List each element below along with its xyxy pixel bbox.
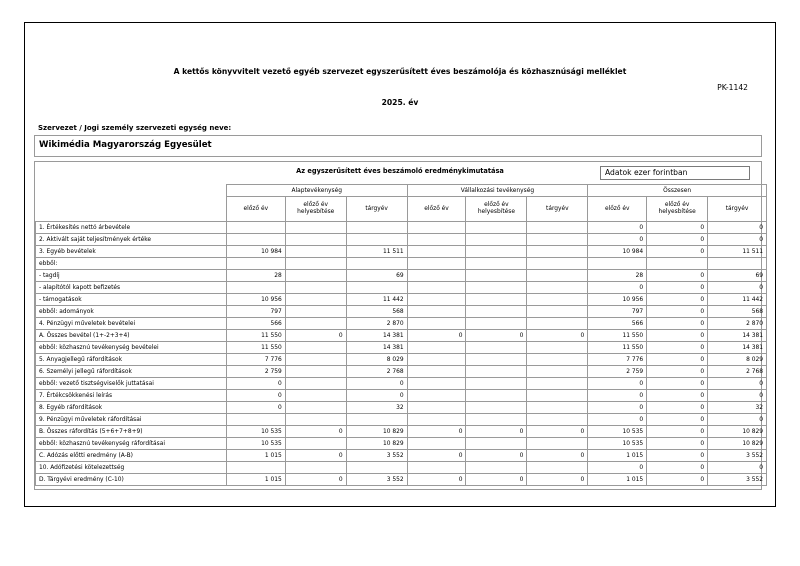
value-cell: 2 759 [226, 366, 285, 378]
form-code: PK-1142 [717, 83, 748, 92]
value-cell: 1 015 [588, 474, 647, 486]
value-cell [407, 222, 466, 234]
value-cell: 10 956 [588, 294, 647, 306]
value-cell: 10 984 [588, 246, 647, 258]
header-spacer [36, 185, 227, 197]
row-label: ebből: [36, 258, 227, 270]
value-cell [285, 270, 346, 282]
value-cell [466, 414, 527, 426]
value-cell: 10 535 [226, 438, 285, 450]
value-cell: 0 [226, 390, 285, 402]
unit-field: Adatok ezer forintban [600, 166, 750, 180]
value-cell [466, 402, 527, 414]
value-cell [466, 366, 527, 378]
value-cell: 0 [588, 282, 647, 294]
value-cell [527, 402, 588, 414]
value-cell [407, 294, 466, 306]
sub-header-row [36, 197, 767, 222]
table-row [36, 318, 767, 330]
value-cell: 0 [466, 426, 527, 438]
value-cell: 1 015 [226, 474, 285, 486]
value-cell [527, 258, 588, 270]
value-cell: 10 535 [226, 426, 285, 438]
value-cell [466, 390, 527, 402]
value-cell [346, 258, 407, 270]
value-cell: 0 [588, 378, 647, 390]
value-cell [466, 282, 527, 294]
value-cell: 797 [588, 306, 647, 318]
income-statement [34, 161, 762, 490]
value-cell [407, 306, 466, 318]
value-cell [407, 342, 466, 354]
value-cell: 0 [647, 318, 708, 330]
table-row [36, 462, 767, 474]
value-cell: 0 [588, 402, 647, 414]
row-label: 3. Egyéb bevételek [36, 246, 227, 258]
value-cell [466, 354, 527, 366]
value-cell [466, 258, 527, 270]
value-cell [285, 258, 346, 270]
value-cell: 7 776 [226, 354, 285, 366]
row-label: 2. Aktivált saját teljesítmények értéke [36, 234, 227, 246]
value-cell [285, 282, 346, 294]
value-cell [407, 438, 466, 450]
row-label: ebből: közhasznú tevékenység ráfordításai [36, 438, 227, 450]
value-cell: 566 [588, 318, 647, 330]
value-cell [226, 222, 285, 234]
value-cell: 14 381 [708, 342, 767, 354]
value-cell [527, 282, 588, 294]
value-cell: 0 [466, 450, 527, 462]
group-header-total: Összesen [588, 185, 767, 197]
value-cell [407, 402, 466, 414]
value-cell: 11 550 [588, 330, 647, 342]
value-cell [466, 294, 527, 306]
value-cell [407, 318, 466, 330]
table-row [36, 222, 767, 234]
value-cell: 14 381 [346, 342, 407, 354]
table-row [36, 234, 767, 246]
value-cell [407, 414, 466, 426]
value-cell: 69 [708, 270, 767, 282]
value-cell [285, 222, 346, 234]
value-cell: 0 [226, 402, 285, 414]
value-cell [285, 246, 346, 258]
value-cell: 10 535 [588, 426, 647, 438]
value-cell [407, 378, 466, 390]
value-cell: 0 [285, 330, 346, 342]
value-cell: 10 984 [226, 246, 285, 258]
value-cell [527, 390, 588, 402]
value-cell [466, 306, 527, 318]
value-cell [527, 342, 588, 354]
value-cell: 8 029 [346, 354, 407, 366]
value-cell: 0 [407, 330, 466, 342]
value-cell: 0 [285, 450, 346, 462]
row-label: ebből: adományok [36, 306, 227, 318]
col-header-current-year: tárgyév [527, 197, 588, 222]
value-cell [527, 378, 588, 390]
value-cell: 0 [588, 222, 647, 234]
value-cell [527, 414, 588, 426]
value-cell: 28 [226, 270, 285, 282]
group-header-business: Vállalkozási tevékenység [407, 185, 588, 197]
row-label: C. Adózás előtti eredmény (A-B) [36, 450, 227, 462]
row-label: 8. Egyéb ráfordítások [36, 402, 227, 414]
table-row [36, 402, 767, 414]
value-cell: 11 442 [346, 294, 407, 306]
value-cell: 1 015 [588, 450, 647, 462]
value-cell: 7 776 [588, 354, 647, 366]
value-cell [466, 342, 527, 354]
value-cell [346, 234, 407, 246]
value-cell: 0 [708, 222, 767, 234]
value-cell [527, 306, 588, 318]
value-cell: 0 [647, 330, 708, 342]
value-cell: 568 [346, 306, 407, 318]
value-cell: 0 [647, 414, 708, 426]
value-cell [527, 246, 588, 258]
value-cell: 0 [647, 366, 708, 378]
value-cell [407, 366, 466, 378]
value-cell [285, 366, 346, 378]
value-cell [407, 282, 466, 294]
row-label: 6. Személyi jellegű ráfordítások [36, 366, 227, 378]
statement-title: Az egyszerűsített éves beszámoló eredménykimutatása [296, 167, 504, 175]
col-header-prev-correction: előző év helyesbítése [466, 197, 527, 222]
value-cell: 0 [647, 306, 708, 318]
row-label: ebből: közhasznú tevékenység bevételei [36, 342, 227, 354]
value-cell: 0 [647, 342, 708, 354]
value-cell: 0 [527, 330, 588, 342]
value-cell [466, 234, 527, 246]
value-cell: 10 829 [708, 438, 767, 450]
value-cell [527, 366, 588, 378]
table-row [36, 282, 767, 294]
row-label: D. Tárgyévi eredmény (C-10) [36, 474, 227, 486]
group-header-row [36, 185, 767, 197]
value-cell: 2 768 [708, 366, 767, 378]
value-cell: 3 552 [346, 474, 407, 486]
value-cell: 11 550 [226, 342, 285, 354]
value-cell: 69 [346, 270, 407, 282]
table-row [36, 294, 767, 306]
row-label: ebből: vezető tisztségviselők juttatásai [36, 378, 227, 390]
value-cell [285, 342, 346, 354]
row-label: B. Összes ráfordítás (5+6+7+8+9) [36, 426, 227, 438]
value-cell: 10 829 [346, 438, 407, 450]
value-cell: 0 [647, 354, 708, 366]
table-row [36, 366, 767, 378]
value-cell [527, 438, 588, 450]
table-row [36, 342, 767, 354]
value-cell [285, 462, 346, 474]
value-cell: 0 [708, 390, 767, 402]
value-cell: 3 552 [708, 474, 767, 486]
value-cell: 32 [346, 402, 407, 414]
value-cell: 0 [708, 462, 767, 474]
org-name-field: Wikimédia Magyarország Egyesület [34, 135, 762, 157]
value-cell [226, 462, 285, 474]
value-cell [527, 462, 588, 474]
value-cell [407, 462, 466, 474]
value-cell [285, 294, 346, 306]
value-cell [407, 234, 466, 246]
value-cell: 10 829 [708, 426, 767, 438]
value-cell: 0 [708, 378, 767, 390]
value-cell: 0 [647, 234, 708, 246]
col-header-prev-year: előző év [226, 197, 285, 222]
value-cell: 0 [647, 222, 708, 234]
value-cell [708, 258, 767, 270]
value-cell: 2 768 [346, 366, 407, 378]
value-cell: 28 [588, 270, 647, 282]
value-cell: 11 550 [226, 330, 285, 342]
value-cell: 0 [346, 390, 407, 402]
table-row [36, 270, 767, 282]
value-cell: 2 870 [708, 318, 767, 330]
value-cell [466, 246, 527, 258]
value-cell [407, 258, 466, 270]
row-label: - támogatások [36, 294, 227, 306]
col-header-prev-year: előző év [588, 197, 647, 222]
value-cell [346, 462, 407, 474]
value-cell [346, 222, 407, 234]
value-cell: 0 [588, 234, 647, 246]
value-cell: 0 [647, 378, 708, 390]
col-header-current-year: tárgyév [346, 197, 407, 222]
value-cell [407, 246, 466, 258]
value-cell [226, 282, 285, 294]
value-cell [527, 318, 588, 330]
value-cell [407, 390, 466, 402]
value-cell: 566 [226, 318, 285, 330]
value-cell: 3 552 [708, 450, 767, 462]
value-cell [285, 318, 346, 330]
value-cell [527, 270, 588, 282]
table-row [36, 426, 767, 438]
row-label: 9. Pénzügyi műveletek ráfordításai [36, 414, 227, 426]
value-cell [226, 258, 285, 270]
col-header-current-year: tárgyév [708, 197, 767, 222]
header-spacer [36, 197, 227, 222]
value-cell [407, 270, 466, 282]
value-cell [466, 462, 527, 474]
value-cell: 11 511 [708, 246, 767, 258]
value-cell [285, 306, 346, 318]
value-cell: 797 [226, 306, 285, 318]
table-row [36, 330, 767, 342]
value-cell [647, 258, 708, 270]
value-cell: 11 511 [346, 246, 407, 258]
row-label: 1. Értékesítés nettó árbevétele [36, 222, 227, 234]
value-cell: 2 759 [588, 366, 647, 378]
value-cell: 0 [285, 426, 346, 438]
value-cell: 0 [647, 438, 708, 450]
value-cell: 0 [527, 450, 588, 462]
value-cell: 0 [708, 282, 767, 294]
value-cell: 0 [647, 474, 708, 486]
value-cell: 0 [407, 474, 466, 486]
value-cell: 0 [647, 294, 708, 306]
value-cell: 0 [346, 378, 407, 390]
table-row [36, 258, 767, 270]
table-row [36, 354, 767, 366]
org-label: Szervezet / Jogi személy szervezeti egység neve: [38, 124, 232, 132]
value-cell [588, 258, 647, 270]
value-cell: 568 [708, 306, 767, 318]
value-cell [466, 270, 527, 282]
income-statement-table [35, 184, 767, 486]
row-label: - tagdíj [36, 270, 227, 282]
value-cell: 11 442 [708, 294, 767, 306]
row-label: 7. Értékcsökkenési leírás [36, 390, 227, 402]
value-cell: 0 [647, 450, 708, 462]
document-title: A kettős könyvvitelt vezető egyéb szervezet egyszerűsített éves beszámolója és közhasznúsági melléklet [173, 67, 627, 76]
value-cell [466, 438, 527, 450]
table-row [36, 306, 767, 318]
row-label: 5. Anyagjellegű ráfordítások [36, 354, 227, 366]
value-cell [527, 234, 588, 246]
value-cell: 0 [407, 426, 466, 438]
table-row [36, 414, 767, 426]
value-cell [285, 354, 346, 366]
row-label: A. Összes bevétel (1+-2+3+4) [36, 330, 227, 342]
col-header-prev-year: előző év [407, 197, 466, 222]
value-cell: 0 [466, 330, 527, 342]
value-cell: 32 [708, 402, 767, 414]
value-cell: 0 [466, 474, 527, 486]
value-cell [466, 378, 527, 390]
value-cell [346, 414, 407, 426]
value-cell: 1 015 [226, 450, 285, 462]
value-cell: 10 535 [588, 438, 647, 450]
value-cell: 0 [588, 390, 647, 402]
value-cell: 0 [285, 474, 346, 486]
value-cell: 0 [588, 414, 647, 426]
value-cell: 0 [647, 390, 708, 402]
report-year: 2025. év [381, 98, 419, 107]
col-header-prev-correction: előző év helyesbítése [647, 197, 708, 222]
col-header-prev-correction: előző év helyesbítése [285, 197, 346, 222]
value-cell: 0 [647, 270, 708, 282]
value-cell [527, 354, 588, 366]
value-cell [466, 222, 527, 234]
value-cell: 0 [708, 414, 767, 426]
value-cell [285, 438, 346, 450]
value-cell: 0 [647, 426, 708, 438]
value-cell [527, 294, 588, 306]
value-cell: 0 [647, 282, 708, 294]
value-cell: 10 956 [226, 294, 285, 306]
value-cell: 10 829 [346, 426, 407, 438]
value-cell: 0 [527, 474, 588, 486]
value-cell [285, 378, 346, 390]
value-cell: 14 381 [708, 330, 767, 342]
value-cell: 11 550 [588, 342, 647, 354]
value-cell [226, 414, 285, 426]
value-cell [407, 354, 466, 366]
value-cell: 8 029 [708, 354, 767, 366]
value-cell: 0 [527, 426, 588, 438]
value-cell [226, 234, 285, 246]
table-row [36, 450, 767, 462]
value-cell: 0 [407, 450, 466, 462]
row-label: 4. Pénzügyi műveletek bevételei [36, 318, 227, 330]
value-cell: 3 552 [346, 450, 407, 462]
value-cell [285, 402, 346, 414]
value-cell: 0 [647, 246, 708, 258]
row-label: 10. Adófizetési kötelezettség [36, 462, 227, 474]
value-cell: 0 [708, 234, 767, 246]
value-cell: 0 [226, 378, 285, 390]
table-row [36, 246, 767, 258]
value-cell: 0 [647, 462, 708, 474]
value-cell [466, 318, 527, 330]
value-cell: 0 [647, 402, 708, 414]
table-row [36, 438, 767, 450]
value-cell [527, 222, 588, 234]
value-cell [285, 390, 346, 402]
value-cell [285, 414, 346, 426]
value-cell: 14 381 [346, 330, 407, 342]
value-cell: 0 [588, 462, 647, 474]
table-row [36, 378, 767, 390]
group-header-basic: Alaptevékenység [226, 185, 407, 197]
row-label: - alapítótól kapott befizetés [36, 282, 227, 294]
value-cell [285, 234, 346, 246]
table-row [36, 474, 767, 486]
value-cell: 2 870 [346, 318, 407, 330]
table-row [36, 390, 767, 402]
value-cell [346, 282, 407, 294]
